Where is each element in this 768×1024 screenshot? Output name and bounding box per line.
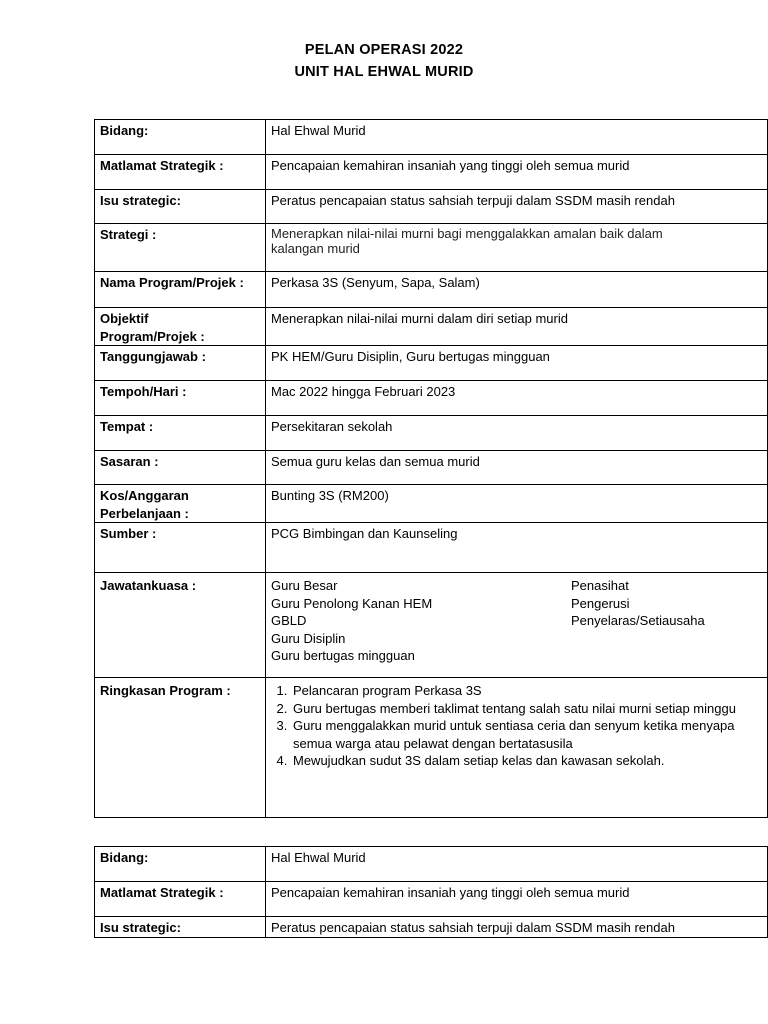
objektif-label-line-2: Program/Projek : [100,328,205,344]
bidang-label: Bidang: [95,847,266,882]
document-subtitle: UNIT HAL EHWAL MURID [294,64,474,80]
plan-form-table-2 [94,846,768,938]
row-bidang [95,120,768,155]
isu-label: Isu strategic: [95,190,266,224]
row-objektif [95,308,768,346]
committee-roles [571,577,705,665]
objektif-label-line-1: Objektif [100,311,149,326]
strategi-value [266,224,768,272]
row-isu [95,917,768,938]
summary-item: 2. Guru bertugas memberi taklimat tentang salah satu nilai murni setiap minggu [291,700,762,718]
strategi-label: Strategi : [95,224,266,272]
jawatankuasa-value [266,573,768,678]
program-value: Perkasa 3S (Senyum, Sapa, Salam) [266,272,768,308]
matlamat-label: Matlamat Strategik : [95,155,266,190]
row-tempoh [95,381,768,416]
tempoh-label: Tempoh/Hari : [95,381,266,416]
row-kos [95,485,768,523]
committee-name: Guru bertugas mingguan [271,648,415,663]
matlamat-label: Matlamat Strategik : [95,882,266,917]
kos-label-line-2: Perbelanjaan : [100,505,189,521]
row-sasaran [95,451,768,485]
plan-form-table [94,119,768,818]
kos-label [95,485,266,523]
sasaran-value: Semua guru kelas dan semua murid [266,451,768,485]
summary-list [271,682,762,770]
isu-value: Peratus pencapaian status sahsiah terpuji dalam SSDM masih rendah [266,190,768,224]
document-title: PELAN OPERASI 2022 [304,42,464,58]
sumber-label: Sumber : [95,523,266,573]
isu-value: Peratus pencapaian status sahsiah terpuji dalam SSDM masih rendah [266,917,768,938]
ringkasan-value [266,678,768,818]
matlamat-value: Pencapaian kemahiran insaniah yang tinggi oleh semua murid [266,882,768,917]
committee-name: GBLD [271,613,307,628]
strategi-line-2: kalangan murid [271,241,360,256]
tempat-label: Tempat : [95,416,266,451]
ringkasan-label: Ringkasan Program : [95,678,266,818]
row-matlamat [95,882,768,917]
objektif-label [95,308,266,346]
committee-names [271,577,571,665]
row-program [95,272,768,308]
tempoh-value: Mac 2022 hingga Februari 2023 [266,381,768,416]
isu-label: Isu strategic: [95,917,266,938]
row-tanggungjawab [95,346,768,381]
row-bidang [95,847,768,882]
tanggungjawab-label: Tanggungjawab : [95,346,266,381]
summary-item: 4. Mewujudkan sudut 3S dalam setiap kelas dan kawasan sekolah. [291,752,762,770]
committee-role: Pengerusi [571,595,630,611]
sumber-value: PCG Bimbingan dan Kaunseling [266,523,768,573]
summary-item: 1. Pelancaran program Perkasa 3S [291,682,762,700]
row-isu [95,190,768,224]
committee-name: Guru Disiplin [271,630,346,646]
matlamat-value: Pencapaian kemahiran insaniah yang tinggi oleh semua murid [266,155,768,190]
bidang-value: Hal Ehwal Murid [266,847,768,882]
tempat-value: Persekitaran sekolah [266,416,768,451]
row-tempat [95,416,768,451]
summary-item: 3. Guru menggalakkan murid untuk sentiasa ceria dan senyum ketika menyapa semua warga atau pelawat dengan bertatasusila [291,717,762,752]
row-sumber [95,523,768,573]
strategi-line-1: Menerapkan nilai-nilai murni bagi menggalakkan amalan baik dalam [271,226,663,241]
program-label: Nama Program/Projek : [95,272,266,308]
row-ringkasan [95,678,768,818]
jawatankuasa-label: Jawatankuasa : [95,573,266,678]
row-matlamat [95,155,768,190]
committee-name: Guru Besar [271,578,338,593]
committee-list [271,577,762,665]
kos-value: Bunting 3S (RM200) [266,485,768,523]
objektif-value: Menerapkan nilai-nilai murni dalam diri setiap murid [266,308,768,346]
row-jawatankuasa [95,573,768,678]
bidang-value: Hal Ehwal Murid [266,120,768,155]
bidang-label: Bidang: [95,120,266,155]
sasaran-label: Sasaran : [95,451,266,485]
row-strategi [95,224,768,272]
committee-name: Guru Penolong Kanan HEM [271,595,433,611]
committee-role: Penasihat [571,578,629,593]
kos-label-line-1: Kos/Anggaran [100,488,189,503]
tanggungjawab-value: PK HEM/Guru Disiplin, Guru bertugas mingguan [266,346,768,381]
committee-role: Penyelaras/Setiausaha [571,613,705,628]
